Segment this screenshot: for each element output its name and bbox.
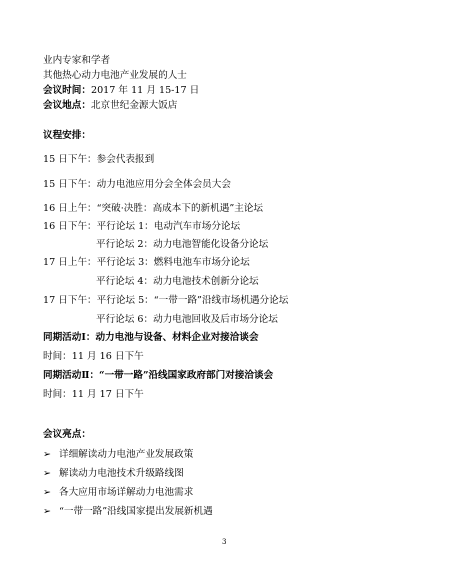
audience-line-1: 业内专家和学者: [43, 55, 111, 66]
highlight-text: 详细解读动力电池产业发展政策: [59, 449, 194, 460]
agenda-text: 平行论坛 4：动力电池技术创新分论坛: [96, 276, 259, 287]
agenda-text: 平行论坛 6：动力电池回收及后市场分论坛: [96, 314, 278, 325]
highlight-text: 各大应用市场详解动力电池需求: [59, 487, 194, 498]
activity-title-2: 同期活动Ⅱ：“一带一路”沿线国家政府部门对接洽谈会: [43, 370, 274, 381]
activity-time-1: 时间：11 月 16 日下午: [43, 351, 144, 362]
agenda-time: 17 日下午：: [43, 295, 97, 306]
agenda-time: 16 日下午：: [43, 221, 97, 232]
arrow-bullet-icon: ➢: [43, 449, 52, 460]
highlight-item: [43, 486, 193, 500]
meeting-place: [43, 99, 177, 113]
audience-line-2: 其他热心动力电池产业发展的人士: [43, 70, 187, 81]
page-number: 3: [222, 538, 227, 546]
agenda-item: [43, 256, 250, 270]
agenda-text: 平行论坛 1：电动汽车市场分论坛: [96, 221, 241, 232]
highlights-heading: 会议亮点：: [43, 429, 91, 440]
highlight-text: 解读动力电池技术升级路线图: [59, 468, 184, 479]
arrow-bullet-icon: ➢: [43, 487, 52, 498]
agenda-time: 17 日上午：: [43, 257, 97, 268]
highlight-item: [43, 505, 213, 519]
arrow-bullet-icon: ➢: [43, 468, 52, 479]
agenda-item: [43, 202, 263, 216]
agenda-item: [43, 178, 231, 192]
agenda-heading: 议程安排：: [43, 130, 91, 141]
agenda-time: 15 日下午：: [43, 154, 97, 165]
meeting-place-value: 北京世纪金源大饭店: [90, 100, 178, 111]
agenda-text: “突破·决胜：高成本下的新机遇”主论坛: [96, 203, 263, 214]
agenda-text: 平行论坛 5：“一带一路”沿线市场机遇分论坛: [96, 295, 289, 306]
agenda-time: 16 日上午：: [43, 203, 97, 214]
highlight-item: [43, 448, 193, 462]
agenda-text: 动力电池应用分会全体会员大会: [96, 179, 231, 190]
activity-time-2: 时间：11 月 17 日下午: [43, 389, 144, 400]
meeting-time-value: 2017 年 11 月 15-17 日: [90, 85, 200, 96]
agenda-text: 平行论坛 3：燃料电池车市场分论坛: [96, 257, 250, 268]
agenda-item: [43, 220, 240, 234]
agenda-item: [43, 294, 288, 308]
meeting-place-label: 会议地点：: [43, 100, 91, 111]
meeting-time: [43, 84, 199, 98]
agenda-time: 15 日下午：: [43, 179, 97, 190]
highlight-item: [43, 467, 184, 481]
agenda-text: 参会代表报到: [96, 154, 155, 165]
agenda-item: [96, 275, 259, 289]
agenda-item: [96, 313, 278, 327]
agenda-item: [96, 238, 268, 252]
activity-title-1: 同期活动Ⅰ：动力电池与设备、材料企业对接洽谈会: [43, 332, 259, 343]
agenda-text: 平行论坛 2：动力电池智能化设备分论坛: [96, 239, 269, 250]
agenda-item: [43, 153, 154, 167]
highlight-text: “一带一路”沿线国家提出发展新机遇: [59, 506, 213, 517]
arrow-bullet-icon: ➢: [43, 506, 52, 517]
meeting-time-label: 会议时间：: [43, 85, 91, 96]
